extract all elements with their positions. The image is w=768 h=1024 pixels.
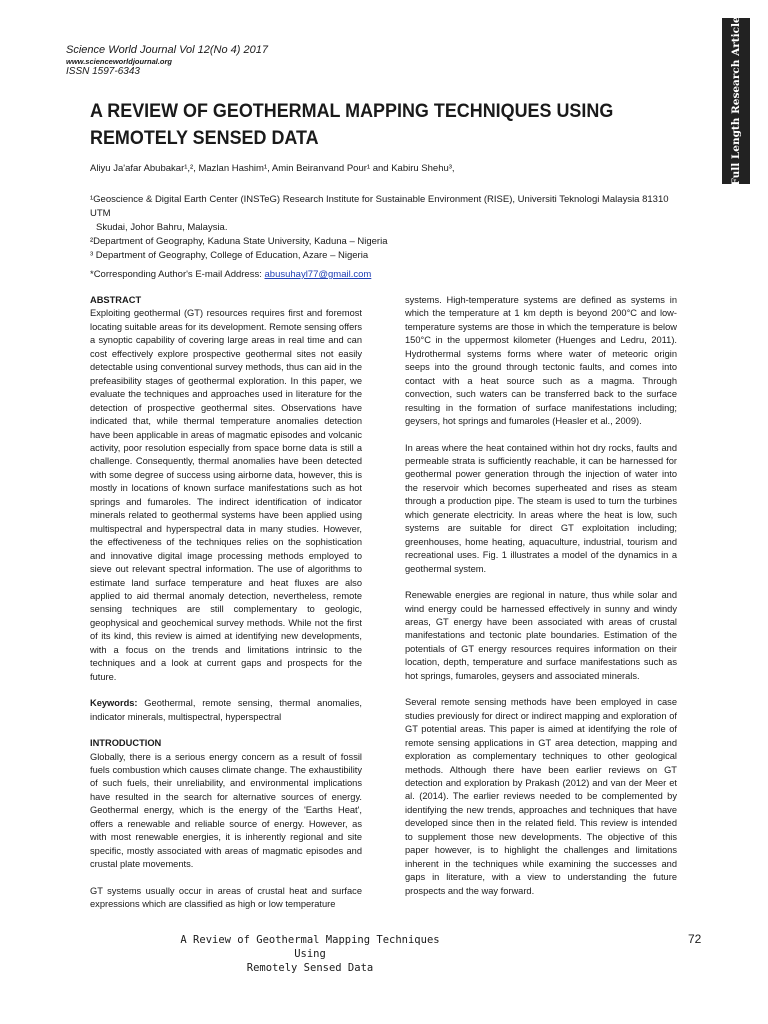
abstract-text: Exploiting geothermal (GT) resources requires first and foremost locating suitable areas for its development. Remote sensing offers a synoptic capability of covering large areas in real time and can cost effectively explore prospective geothermal sites not easily detectable using conventional survey methods, thus can aid in the prefeasibility stages of geothermal exploration. In this paper, we evaluate the techniques and approaches used in literature for the detection of prospective geothermal sites. Observations have indicated that, while thermal temperature anomalies detection have been applicable in areas of magmatic episodes and volcanic activity, poor resolution especially from space borne data is still a challenge. Consequently, thermal anomalies have been detected with some degree of success using airborne data, however, this is mostly in locations of known surface manifestations such as hot springs and fumaroles. The indirect identification of indicator minerals related to geothermal systems have been applied using multispectral and hyperspectral data in many studies. However, the effectiveness of the techniques relies on the sophistication and innovative digital image processing methods employed to sieve out relevant spectral information. The use of algorithms to estimate land surface temperature and heat fluxes are also applied to aid thermal anomaly detection, nevertheless, remote sensing techniques are still complementary to geologic, geophysical and geochemical survey methods. While not the first of its kind, this review is aimed at identifying new developments, with a focus on the trends and limitations intrinsic to the techniques and a look at current gaps and prospects for the future.: [90, 308, 362, 682]
left-column: [90, 294, 362, 924]
running-footer-title: [170, 933, 450, 975]
introduction-paragraph-2: GT systems usually occur in areas of crustal heat and surface expressions which are classified as high or low temperature: [90, 885, 362, 910]
footer-title-line-2: Remotely Sensed Data: [246, 962, 374, 974]
corresponding-email-link[interactable]: abusuhayl77@gmail.com: [264, 269, 372, 280]
article-type-tab: [722, 18, 750, 184]
page-number: 72: [688, 932, 702, 946]
right-paragraph-3: Renewable energies are regional in nature, thus while solar and wind energy could be harnessed effectively in sunny and windy areas, GT energy have been associated with areas of crustal manifestations and tectonic plate boundaries. Estimation of the potentials of GT energy resources requires information on their location, depth, temperature and surface manifestations such as hot springs, fumaroles, geysers and associated minerals.: [405, 590, 677, 681]
journal-header: [66, 44, 466, 77]
right-paragraph-1: systems. High-temperature systems are defined as systems in which the temperature at 1 km depth is beyond 200°C and low-temperature systems are those in which the temperature is below 150°C in the uppermost kilometer (Huenges and Ledru, 2011). Hydrothermal systems forms where water of meteoric origin seeps into the ground through tectonic faults, and comes into contact with a heat source such as a magma. Through convection, such waters can be transferred back to the surface resulting in the formation of surface manifestations including; geysers, hot springs and fumaroles (Heasler et al., 2009).: [405, 295, 677, 427]
introduction-text-1: Globally, there is a serious energy concern as a result of fossil fuels combustion which causes climate change. The exhaustibility of such fuels, their unreliability, and environmental implications have resulted in the search for alternative sources of energy. Geothermal energy, which is the energy of the 'Earths Heat', offers a renewable and reliable source of energy. However, as with most renewable energies, it is inherently regional and site specific, mostly associated with areas of magmatic episodes and crustal plate movements.: [90, 751, 362, 870]
keywords-text: Geothermal, remote sensing, thermal anomalies, indicator minerals, multispectral, hyperspectral: [90, 698, 362, 722]
keywords: [90, 697, 362, 724]
right-paragraph-4: Several remote sensing methods have been employed in case studies previously for direct or indirect mapping and exploration of GT potential areas. This paper is aimed at identifying the role of remote sensing applications in GT area detection, mapping and exploration as complementary techniques to other geological methods. Although there have been earlier reviews on GT detection and exploration by Prakash (2012) and van der Meer et al. (2014). The earlier reviews needed to be complemented by identifying the new trends, approaches and techniques that have developed since then in the related field. This review is intended to supplement those new developments. The objective of this paper however, is to highlight the challenges and limitations inherent in the techniques while examining the successes and gaps in literature, with a view to understanding the future prospects and the way forward.: [405, 697, 677, 896]
introduction-heading: INTRODUCTION: [90, 738, 162, 749]
abstract: [90, 294, 362, 684]
affiliation-2: ²Department of Geography, Kaduna State University, Kaduna – Nigeria: [90, 236, 388, 247]
abstract-heading: ABSTRACT: [90, 295, 142, 305]
right-column: [405, 294, 677, 911]
keywords-label: Keywords:: [90, 698, 138, 709]
corresponding-author: [90, 268, 690, 282]
paper-title: A REVIEW OF GEOTHERMAL MAPPING TECHNIQUES USING REMOTELY SENSED DATA: [90, 100, 614, 149]
affiliation-3: ³ Department of Geography, College of Education, Azare – Nigeria: [90, 250, 369, 261]
affiliation-1: [90, 193, 690, 235]
introduction-paragraph-1: [90, 737, 362, 872]
corresponding-label: *Corresponding Author's E-mail Address:: [90, 269, 262, 280]
affiliations: [90, 193, 690, 263]
journal-issn: ISSN 1597-6343: [66, 66, 140, 77]
journal-name: Science World Journal Vol 12(No 4) 2017: [66, 44, 268, 56]
footer-title-line-1: A Review of Geothermal Mapping Techniques Using: [180, 934, 440, 960]
authors: Aliyu Ja'afar Abubakar¹,², Mazlan Hashim¹, Amin Beiranvand Pour¹ and Kabiru Shehu³,: [90, 163, 455, 174]
right-paragraph-2: In areas where the heat contained within hot dry rocks, faults and permeable strata is sufficiently reachable, it can be harnessed for geothermal power generation through the injection of water into the reservoir which becomes superheated and rises as steam through a production pipe. The steam is used to turn the turbines which generate electricity. In areas where the heat is low, such systems are suitable for direct GT exploitation including; greenhouses, home heating, aquaculture, industrial, tourism and recreational uses. Fig. 1 illustrates a model of the dynamics in a geothermal system.: [405, 442, 677, 574]
article-type-label: Full Length Research Article: [730, 16, 742, 186]
affiliation-1-line1: ¹Geoscience & Digital Earth Center (INSTeG) Research Institute for Sustainable Environment (RISE), Universiti Teknologi Malaysia 81310 UTM: [90, 194, 669, 219]
affiliation-1-line2: Skudai, Johor Bahru, Malaysia.: [96, 222, 228, 233]
journal-website[interactable]: www.scienceworldjournal.org: [66, 57, 172, 66]
